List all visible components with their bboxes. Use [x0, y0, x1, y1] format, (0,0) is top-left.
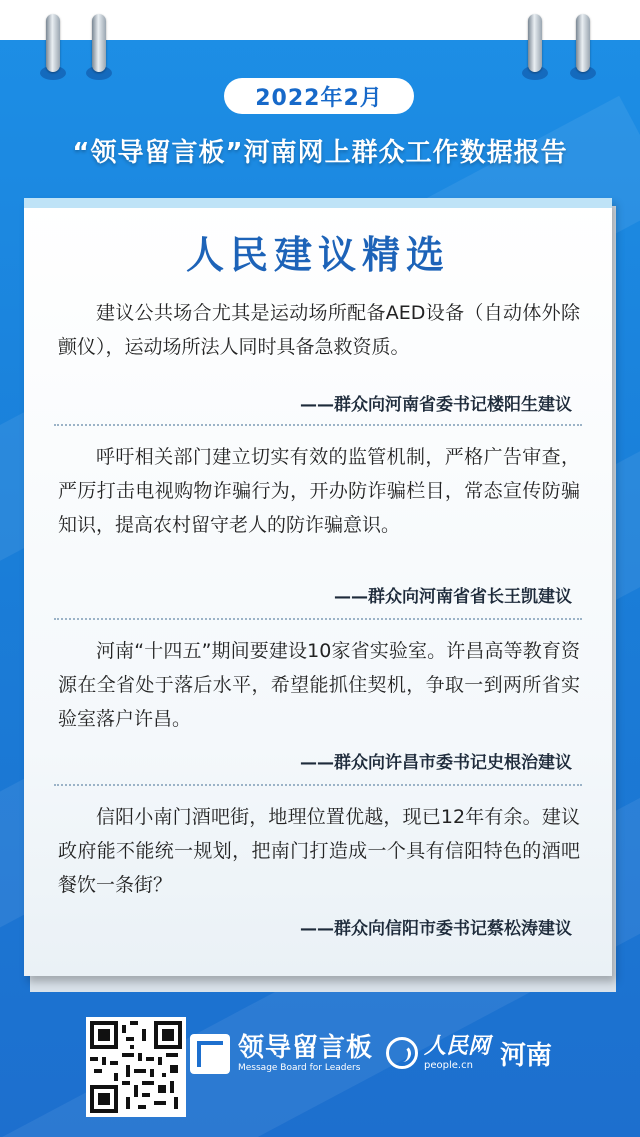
people-name: 人民网 — [424, 1034, 491, 1059]
region-label: 河南 — [500, 1040, 553, 1071]
suggestion-signature: ——群众向许昌市委书记史根治建议 — [300, 753, 572, 773]
suggestion-text: 建议公共场合尤其是运动场所配备AED设备（自动体外除颤仪），运动场所法人同时具备急救资质。 — [58, 302, 580, 358]
suggestion-text: 信阳小南门酒吧街，地理位置优越，现已12年有余。建议政府能不能统一规划，把南门打造成一个具有信阳特色的酒吧餐饮一条街？ — [58, 806, 580, 896]
date-badge: 2022年2月 — [224, 78, 414, 114]
binder-ring-icon — [92, 14, 106, 72]
brand-english-name: Message Board for Leaders — [238, 1063, 361, 1073]
qr-code-icon — [90, 1021, 182, 1113]
message-board-logo-icon — [190, 1034, 230, 1074]
suggestion-signature: ——群众向信阳市委书记蔡松涛建议 — [300, 919, 572, 939]
suggestion-text: 河南“十四五”期间要建设10家省实验室。许昌高等教育资源在全省处于落后水平，希望能抓住契机，争取一到两所省实验室落户许昌。 — [58, 640, 580, 730]
card-top-bar — [24, 198, 612, 208]
divider — [54, 424, 582, 426]
binder-ring-icon — [576, 14, 590, 72]
binder-ring-icon — [528, 14, 542, 72]
suggestions-card — [24, 198, 612, 976]
divider — [54, 784, 582, 786]
suggestion-entry — [58, 440, 580, 542]
suggestion-entry — [58, 296, 580, 364]
suggestion-signature: ——群众向河南省委书记楼阳生建议 — [300, 395, 572, 415]
suggestion-text: 呼吁相关部门建立切实有效的监管机制，严格广告审查，严厉打击电视购物诈骗行为，开办防诈骗栏目，常态宣传防骗知识，提高农村留守老人的防诈骗意识。 — [58, 446, 580, 536]
card-title: 人民建议精选 — [185, 233, 450, 277]
people-daily-logo-icon — [386, 1037, 418, 1069]
suggestion-entry — [58, 800, 580, 902]
binder-ring-icon — [46, 14, 60, 72]
divider — [54, 618, 582, 620]
suggestion-signature: ——群众向河南省省长王凯建议 — [334, 587, 572, 607]
brand-logo — [190, 1034, 373, 1074]
brand-name: 领导留言板 — [238, 1033, 374, 1063]
qr-code[interactable] — [86, 1017, 186, 1117]
people-domain: people.cn — [424, 1060, 473, 1071]
people-logo — [386, 1034, 552, 1072]
report-title: “领导留言板”河南网上群众工作数据报告 — [72, 138, 568, 168]
suggestion-entry — [58, 634, 580, 736]
